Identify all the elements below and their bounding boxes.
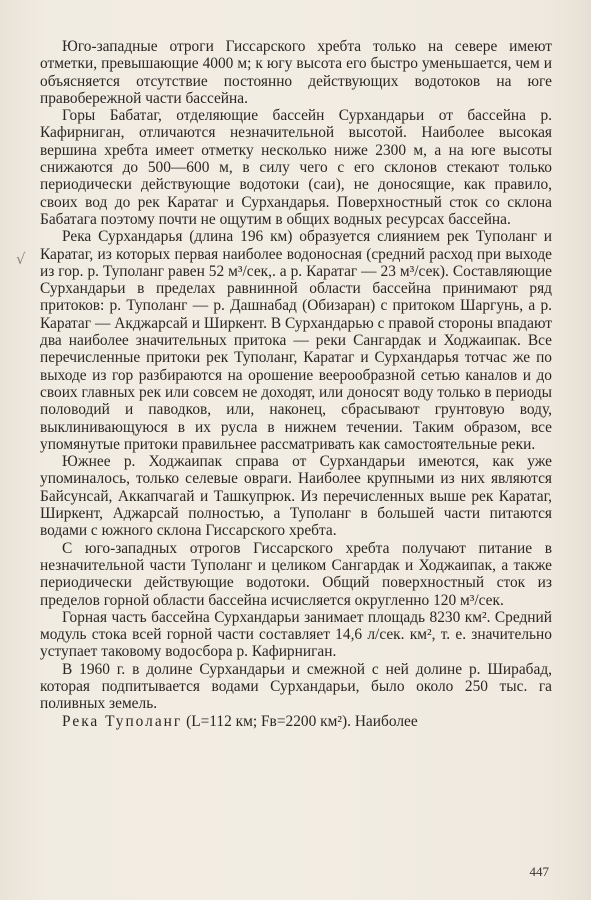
paragraph-4: Южнее р. Ходжаипак справа от Сурхандарьи имеются, как уже упоминалось, только селевые овраги. Наиболее крупными из них являются Байсунсай, Аккапчагай и Ташкупрюк. Из перечисленных выше рек Каратаг, Ширкент, Аджарсай полностью, а Туполанг в большей части питаются водами с южного склона Гиссарского хребта. bbox=[40, 453, 552, 540]
paragraph-continuation: Наиболее bbox=[354, 712, 418, 730]
page-number: 447 bbox=[529, 864, 549, 879]
river-heading: Река Туполанг bbox=[62, 712, 183, 730]
main-text bbox=[40, 38, 552, 730]
paragraph-7: В 1960 г. в долине Сурхандарьи и смежной с ней долине р. Ширабад, которая подпитывается водами Сурхандарьи, было около 250 тыс. га поливных земель. bbox=[40, 660, 552, 713]
paragraph-3: Река Сурхандарья (длина 196 км) образуется слиянием рек Туполанг и Каратаг, из которых первая наиболее водоносная (средний расход при выходе из гор. р. Туполанг равен 52 м³/сек,. а р. Каратаг — 23 м³/сек). Составляющие Сурхандарьи в пределах равнинной области бассейна принимают ряд притоков: р. Туполанг — р. Дашнабад (Обизаран) с притоком Шаргунь, а р. Каратаг — Акджарсай и Ширкент. В Сурхандарью с правой стороны впадают два наиболее значительных притока — реки Сангардак и Ходжаипак. Все перечисленные притоки рек Туполанг, Каратаг и Сурхандарья тотчас же по выходе из гор разбираются на орошение веерообразной сетью каналов и до своих главных рек или совсем не доходят, или доносят воду только в периоды половодий и паводков, или, наконец, сбрасывают грунтовую воду, выклинивающуюся в их русла в нижнем течении. Таким образом, все упомянутые притоки правильнее рассматривать как самостоятельные реки. bbox=[40, 228, 552, 453]
margin-checkmark: √ bbox=[16, 250, 26, 268]
paragraph-6: Горная часть бассейна Сурхандарьи занимает площадь 8230 км². Средний модуль стока всей горной части составляет 14,6 л/сек. км², т. е. значительно уступает таковому водосбора р. Кафирниган. bbox=[40, 608, 552, 661]
river-parameters: (L=112 км; Fв=2200 км²). bbox=[186, 712, 351, 730]
paragraph-1: Юго-западные отроги Гиссарского хребта только на севере имеют отметки, превышающие 4000 м; к югу высота его быстро уменьшается, чем и объясняется отсутствие постоянно действующих водотоков на юге правобережной части бассейна. bbox=[40, 38, 552, 107]
paragraph-8 bbox=[40, 713, 552, 730]
paragraph-5: С юго-западных отрогов Гиссарского хребта получают питание в незначительной части Туполанг и целиком Сангардак и Ходжаипак, а также периодически действующие водотоки. Общий поверхностный сток из пределов горной области бассейна исчисляется округленно 120 м³/сек. bbox=[40, 539, 552, 609]
paragraph-2: Горы Бабатаг, отделяющие бассейн Сурхандарьи от бассейна р. Кафирниган, отличаются незначительной высотой. Наиболее высокая вершина хребта имеет отметку несколько ниже 2300 м, а на юге высоты снижаются до 500—600 м, в силу чего с его склонов стекают только периодически действующие водотоки (саи), не доносящие, как правило, своих вод до рек Каратаг и Сурхандарья. Поверхностный сток со склона Бабатага поэтому почти не ощутим в общих водных ресурсах бассейна. bbox=[40, 107, 552, 228]
